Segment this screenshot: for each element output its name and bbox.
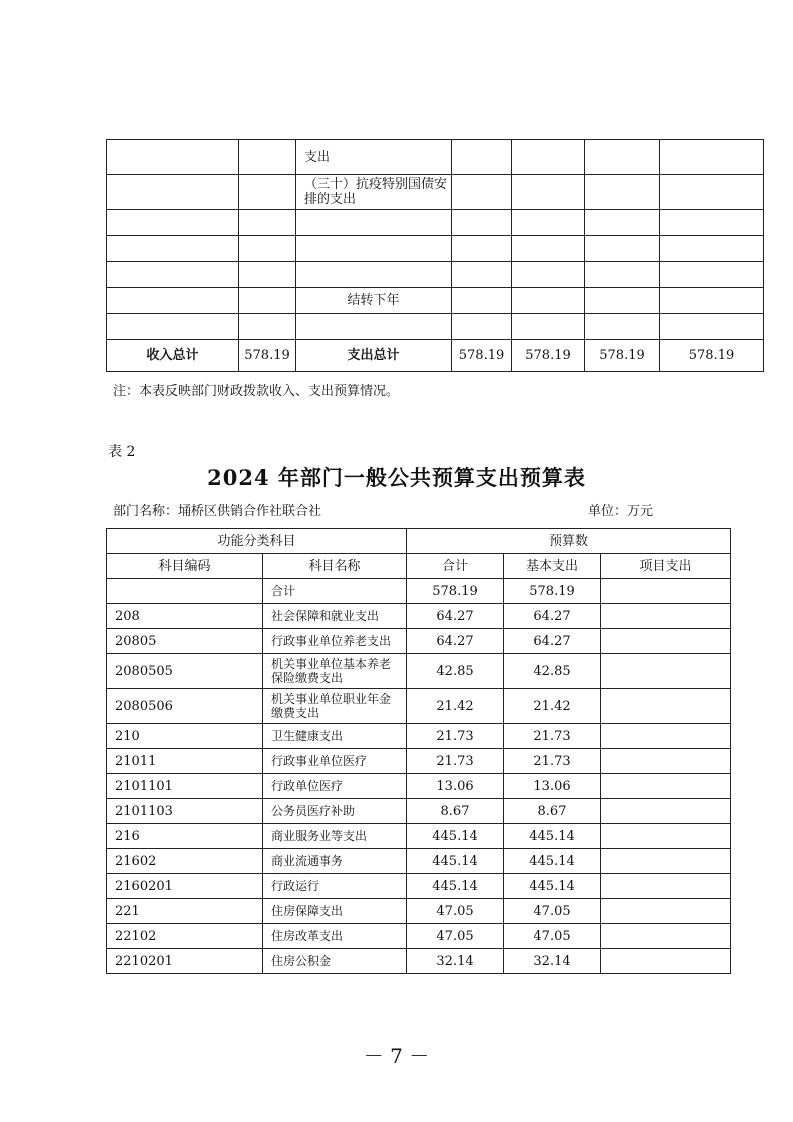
table-row bbox=[107, 924, 731, 949]
expense-item-cell bbox=[296, 262, 452, 288]
income-item-cell bbox=[107, 314, 239, 340]
expense-total-value: 578.19 bbox=[452, 340, 512, 372]
subject-code-cell: 210 bbox=[107, 724, 263, 749]
expense-amount-cell bbox=[585, 210, 660, 236]
expense-amount-cell bbox=[512, 210, 585, 236]
basic-expense-cell: 32.14 bbox=[504, 949, 601, 974]
table-row bbox=[107, 654, 731, 689]
header-total: 合计 bbox=[407, 554, 504, 579]
basic-expense-cell: 42.85 bbox=[504, 654, 601, 689]
table1-row bbox=[107, 314, 764, 340]
expense-amount-cell bbox=[660, 140, 764, 175]
basic-expense-cell: 445.14 bbox=[504, 874, 601, 899]
total-cell: 47.05 bbox=[407, 924, 504, 949]
expense-amount-cell bbox=[452, 262, 512, 288]
basic-expense-cell: 445.14 bbox=[504, 824, 601, 849]
table-row bbox=[107, 724, 731, 749]
expense-amount-cell bbox=[452, 140, 512, 175]
project-expense-cell bbox=[601, 899, 731, 924]
table2-header-row bbox=[107, 554, 731, 579]
basic-expense-cell: 578.19 bbox=[504, 579, 601, 604]
expense-total-value: 578.19 bbox=[512, 340, 585, 372]
table1-row bbox=[107, 288, 764, 314]
header-budget-amount: 预算数 bbox=[407, 529, 731, 554]
income-amount-cell bbox=[239, 236, 296, 262]
table-row bbox=[107, 899, 731, 924]
table1-row bbox=[107, 140, 764, 175]
project-expense-cell bbox=[601, 629, 731, 654]
expense-amount-cell bbox=[512, 236, 585, 262]
subject-code-cell: 21011 bbox=[107, 749, 263, 774]
project-expense-cell bbox=[601, 874, 731, 899]
subject-name-cell: 合计 bbox=[263, 579, 407, 604]
expense-total-value: 578.19 bbox=[660, 340, 764, 372]
expense-amount-cell bbox=[660, 314, 764, 340]
subject-code-cell: 22102 bbox=[107, 924, 263, 949]
subject-name-cell: 行政单位医疗 bbox=[263, 774, 407, 799]
subject-code-cell: 208 bbox=[107, 604, 263, 629]
expense-amount-cell bbox=[660, 262, 764, 288]
expense-item-cell bbox=[296, 210, 452, 236]
basic-expense-cell: 21.73 bbox=[504, 724, 601, 749]
table-general-public-budget bbox=[106, 528, 731, 974]
subject-name-cell: 公务员医疗补助 bbox=[263, 799, 407, 824]
expense-amount-cell bbox=[585, 175, 660, 210]
header-project: 项目支出 bbox=[601, 554, 731, 579]
subject-code-cell: 221 bbox=[107, 899, 263, 924]
table-label: 表 2 bbox=[108, 444, 136, 460]
basic-expense-cell: 64.27 bbox=[504, 604, 601, 629]
income-item-cell bbox=[107, 140, 239, 175]
expense-amount-cell bbox=[585, 262, 660, 288]
expense-amount-cell bbox=[452, 288, 512, 314]
income-total-label: 收入总计 bbox=[107, 340, 239, 372]
expense-item-cell: （三十）抗疫特别国债安排的支出 bbox=[296, 175, 452, 210]
table-row bbox=[107, 604, 731, 629]
basic-expense-cell: 13.06 bbox=[504, 774, 601, 799]
basic-expense-cell: 64.27 bbox=[504, 629, 601, 654]
income-item-cell bbox=[107, 262, 239, 288]
expense-amount-cell bbox=[660, 210, 764, 236]
page-number: － 7 － bbox=[363, 1044, 430, 1068]
project-expense-cell bbox=[601, 949, 731, 974]
table2-body bbox=[107, 529, 731, 974]
basic-expense-cell: 445.14 bbox=[504, 849, 601, 874]
expense-amount-cell bbox=[585, 288, 660, 314]
total-cell: 21.73 bbox=[407, 749, 504, 774]
table-note: 注：本表反映部门财政拨款收入、支出预算情况。 bbox=[113, 384, 400, 399]
total-cell: 64.27 bbox=[407, 604, 504, 629]
basic-expense-cell: 21.42 bbox=[504, 689, 601, 724]
department-label: 部门名称： bbox=[113, 504, 179, 519]
subject-code-cell: 2080505 bbox=[107, 654, 263, 689]
expense-item-cell: 结转下年 bbox=[296, 288, 452, 314]
total-cell: 21.42 bbox=[407, 689, 504, 724]
total-cell: 42.85 bbox=[407, 654, 504, 689]
subject-name-cell: 行政事业单位养老支出 bbox=[263, 629, 407, 654]
expense-amount-cell bbox=[585, 140, 660, 175]
total-cell: 445.14 bbox=[407, 849, 504, 874]
table-row bbox=[107, 749, 731, 774]
table1-total-row bbox=[107, 340, 764, 372]
income-amount-cell bbox=[239, 314, 296, 340]
subject-name-cell: 住房公积金 bbox=[263, 949, 407, 974]
basic-expense-cell: 47.05 bbox=[504, 924, 601, 949]
table1-row bbox=[107, 262, 764, 288]
income-amount-cell bbox=[239, 175, 296, 210]
table-row bbox=[107, 689, 731, 724]
subject-name-cell: 商业服务业等支出 bbox=[263, 824, 407, 849]
expense-amount-cell bbox=[585, 236, 660, 262]
expense-item-cell bbox=[296, 236, 452, 262]
income-amount-cell bbox=[239, 140, 296, 175]
header-basic: 基本支出 bbox=[504, 554, 601, 579]
subject-name-cell: 机关事业单位基本养老保险缴费支出 bbox=[263, 654, 407, 689]
table-row bbox=[107, 799, 731, 824]
total-cell: 8.67 bbox=[407, 799, 504, 824]
expense-amount-cell bbox=[512, 288, 585, 314]
project-expense-cell bbox=[601, 724, 731, 749]
project-expense-cell bbox=[601, 579, 731, 604]
subject-code-cell: 2210201 bbox=[107, 949, 263, 974]
expense-total-value: 578.19 bbox=[585, 340, 660, 372]
table1-body bbox=[107, 140, 764, 372]
project-expense-cell bbox=[601, 924, 731, 949]
table-budget-summary-continued bbox=[106, 139, 764, 372]
table1-row bbox=[107, 236, 764, 262]
subject-code-cell: 2080506 bbox=[107, 689, 263, 724]
table-row bbox=[107, 824, 731, 849]
project-expense-cell bbox=[601, 654, 731, 689]
table1-row bbox=[107, 210, 764, 236]
expense-item-cell bbox=[296, 314, 452, 340]
total-cell: 21.73 bbox=[407, 724, 504, 749]
subject-name-cell: 商业流通事务 bbox=[263, 849, 407, 874]
expense-amount-cell bbox=[660, 175, 764, 210]
total-cell: 445.14 bbox=[407, 824, 504, 849]
project-expense-cell bbox=[601, 774, 731, 799]
expense-amount-cell bbox=[512, 175, 585, 210]
table-row bbox=[107, 949, 731, 974]
subject-name-cell: 住房保障支出 bbox=[263, 899, 407, 924]
basic-expense-cell: 21.73 bbox=[504, 749, 601, 774]
subject-code-cell: 21602 bbox=[107, 849, 263, 874]
subject-name-cell: 机关事业单位职业年金缴费支出 bbox=[263, 689, 407, 724]
subject-name-cell: 住房改革支出 bbox=[263, 924, 407, 949]
project-expense-cell bbox=[601, 849, 731, 874]
income-amount-cell bbox=[239, 288, 296, 314]
subject-name-cell: 卫生健康支出 bbox=[263, 724, 407, 749]
table2-header-group-row bbox=[107, 529, 731, 554]
expense-amount-cell bbox=[452, 314, 512, 340]
table-row bbox=[107, 849, 731, 874]
subject-code-cell: 20805 bbox=[107, 629, 263, 654]
basic-expense-cell: 47.05 bbox=[504, 899, 601, 924]
basic-expense-cell: 8.67 bbox=[504, 799, 601, 824]
expense-amount-cell bbox=[452, 236, 512, 262]
expense-total-label: 支出总计 bbox=[296, 340, 452, 372]
project-expense-cell bbox=[601, 689, 731, 724]
project-expense-cell bbox=[601, 824, 731, 849]
subject-code-cell: 216 bbox=[107, 824, 263, 849]
header-code: 科目编码 bbox=[107, 554, 263, 579]
subject-code-cell bbox=[107, 579, 263, 604]
expense-amount-cell bbox=[512, 262, 585, 288]
income-item-cell bbox=[107, 236, 239, 262]
unit-label: 单位：万元 bbox=[588, 504, 654, 519]
subject-name-cell: 行政运行 bbox=[263, 874, 407, 899]
income-item-cell bbox=[107, 288, 239, 314]
expense-amount-cell bbox=[660, 288, 764, 314]
expense-amount-cell bbox=[512, 314, 585, 340]
expense-item-cell: 支出 bbox=[296, 140, 452, 175]
department-name: 埇桥区供销合作社联合社 bbox=[178, 504, 322, 519]
project-expense-cell bbox=[601, 749, 731, 774]
table-row bbox=[107, 774, 731, 799]
income-amount-cell bbox=[239, 262, 296, 288]
total-cell: 32.14 bbox=[407, 949, 504, 974]
expense-amount-cell bbox=[660, 236, 764, 262]
income-total-value: 578.19 bbox=[239, 340, 296, 372]
table1-row bbox=[107, 175, 764, 210]
project-expense-cell bbox=[601, 799, 731, 824]
table-row bbox=[107, 579, 731, 604]
expense-amount-cell bbox=[512, 140, 585, 175]
project-expense-cell bbox=[601, 604, 731, 629]
expense-amount-cell bbox=[585, 314, 660, 340]
subject-code-cell: 2160201 bbox=[107, 874, 263, 899]
table-row bbox=[107, 874, 731, 899]
income-amount-cell bbox=[239, 210, 296, 236]
header-functional-category: 功能分类科目 bbox=[107, 529, 407, 554]
department-line bbox=[113, 500, 321, 519]
subject-name-cell: 行政事业单位医疗 bbox=[263, 749, 407, 774]
total-cell: 578.19 bbox=[407, 579, 504, 604]
page-title: 2024 年部门一般公共预算支出预算表 bbox=[207, 465, 586, 490]
subject-code-cell: 2101101 bbox=[107, 774, 263, 799]
income-item-cell bbox=[107, 175, 239, 210]
expense-amount-cell bbox=[452, 175, 512, 210]
subject-name-cell: 社会保障和就业支出 bbox=[263, 604, 407, 629]
expense-amount-cell bbox=[452, 210, 512, 236]
total-cell: 47.05 bbox=[407, 899, 504, 924]
income-item-cell bbox=[107, 210, 239, 236]
total-cell: 445.14 bbox=[407, 874, 504, 899]
table-row bbox=[107, 629, 731, 654]
total-cell: 13.06 bbox=[407, 774, 504, 799]
subject-code-cell: 2101103 bbox=[107, 799, 263, 824]
header-name: 科目名称 bbox=[263, 554, 407, 579]
total-cell: 64.27 bbox=[407, 629, 504, 654]
